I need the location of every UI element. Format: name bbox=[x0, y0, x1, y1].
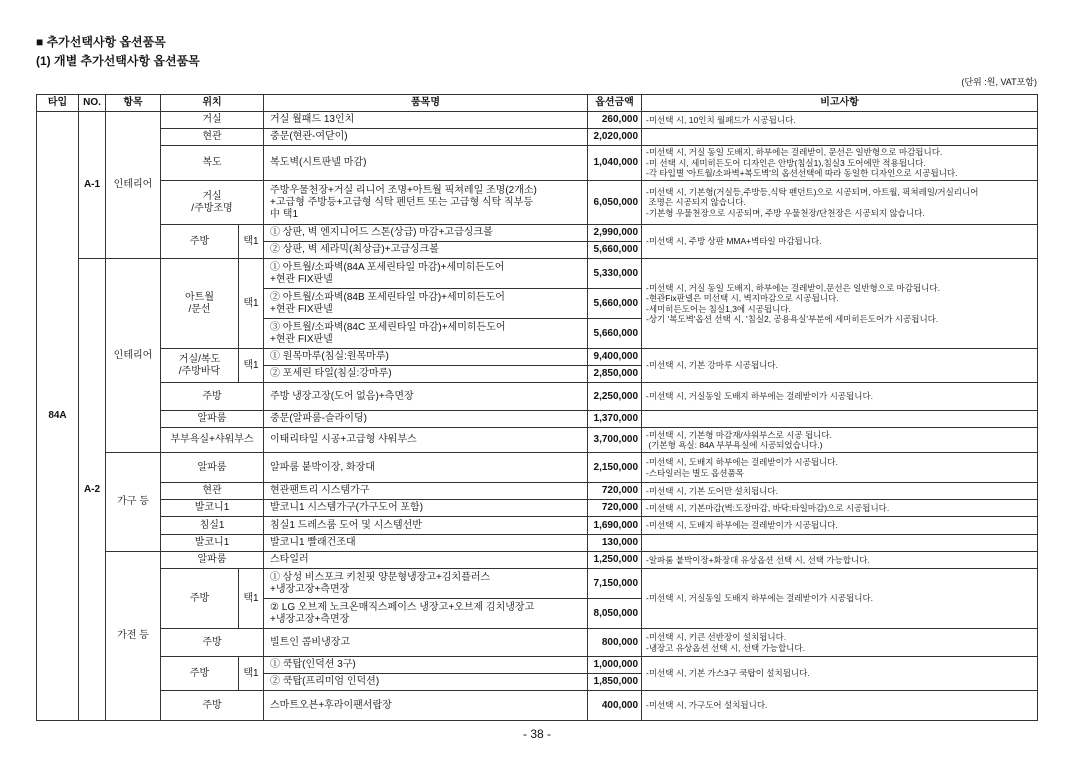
choice-cell: 택1 bbox=[239, 349, 264, 383]
remark-line: -미선택 시, 기본형(거실등,주방등,식탁 펜던트)으로 시공되며, 아트월, 픽쳐레일/거실리니어 조명은 시공되지 않습니다. bbox=[646, 186, 979, 208]
price-cell: 2,990,000 bbox=[588, 225, 642, 242]
price-cell: 400,000 bbox=[588, 691, 642, 721]
header-product: 품목명 bbox=[264, 95, 588, 112]
product-cell: ② LG 오브제 노크온매직스페이스 냉장고+오브제 김치냉장고 +냉장고장+측면장 bbox=[264, 599, 588, 629]
product-cell: ② 포세린 타일(침실:강마루) bbox=[264, 366, 588, 383]
location-cell: 복도 bbox=[161, 146, 264, 181]
item-no-cell: A-2 bbox=[79, 259, 106, 721]
remark-line: -상기 '복도벽'옵션 선택 시, '침실2, 공용욕실'부분에 세미히든도어가 시공됩니다. bbox=[646, 314, 939, 324]
table-row bbox=[37, 629, 1038, 657]
remarks-cell bbox=[642, 349, 1038, 383]
table-row bbox=[37, 225, 1038, 242]
table-row bbox=[37, 428, 1038, 453]
section-title: ■ 추가선택사항 옵션품목 bbox=[36, 35, 166, 49]
table-row bbox=[37, 657, 1038, 674]
unit-note: (단위 :원, VAT포함) bbox=[961, 77, 1037, 87]
price-cell: 3,700,000 bbox=[588, 428, 642, 453]
product-cell: 주방우물천장+거실 리니어 조명+아트월 픽쳐레일 조명(2개소) +고급형 주방등+고급형 식탁 펜던트 또는 고급형 식탁 직부등 中 택1 bbox=[264, 181, 588, 225]
table-row bbox=[37, 552, 1038, 569]
location-cell: 거실/복도 /주방바닥 bbox=[161, 349, 239, 383]
remarks-cell bbox=[642, 691, 1038, 721]
location-cell: 알파룸 bbox=[161, 453, 264, 483]
product-cell: ① 아트월/소파벽(84A 포세린타일 마감)+세미히든도어 +현관 FIX판넬 bbox=[264, 259, 588, 289]
remark-line: -미선택 시, 가구도어 설치됩니다. bbox=[646, 700, 768, 711]
remarks-cell bbox=[642, 483, 1038, 500]
remark-line: -미선택 시, 10인치 월패드가 시공됩니다. bbox=[646, 114, 796, 125]
remark-line: -미선택 시, 기본 가스3구 쿡탑이 설치됩니다. bbox=[646, 668, 810, 679]
location-cell: 거실 /주방조명 bbox=[161, 181, 264, 225]
price-cell: 2,250,000 bbox=[588, 383, 642, 411]
price-cell: 720,000 bbox=[588, 483, 642, 500]
product-cell: 현관팬트리 시스템가구 bbox=[264, 483, 588, 500]
category-cell: 가전 등 bbox=[106, 552, 161, 721]
product-cell: ① 쿡탑(인덕션 3구) bbox=[264, 657, 588, 674]
remarks-cell bbox=[642, 517, 1038, 535]
choice-cell: 택1 bbox=[239, 569, 264, 629]
price-cell: 1,000,000 bbox=[588, 657, 642, 674]
price-cell: 260,000 bbox=[588, 112, 642, 129]
location-cell: 발코니1 bbox=[161, 535, 264, 552]
table-row bbox=[37, 453, 1038, 483]
product-cell: 스마트오븐+후라이팬서랍장 bbox=[264, 691, 588, 721]
price-cell: 2,150,000 bbox=[588, 453, 642, 483]
remark-line: -각 타입별 '아트월/소파벽+복도벽'의 옵션선택에 따라 동일한 디자인으로 시공됩니다. bbox=[646, 168, 958, 179]
product-cell: ② 상판, 벽 세라믹(최상급)+고급싱크볼 bbox=[264, 242, 588, 259]
table-row bbox=[37, 383, 1038, 411]
table-row bbox=[37, 181, 1038, 225]
category-cell: 인테리어 bbox=[106, 259, 161, 453]
product-cell: 알파룸 붙박이장, 화장대 bbox=[264, 453, 588, 483]
remarks-cell bbox=[642, 535, 1038, 552]
location-cell: 주방 bbox=[161, 569, 239, 629]
category-cell: 가구 등 bbox=[106, 453, 161, 552]
product-cell: ① 삼성 비스포크 키친핏 양문형냉장고+김치플러스 +냉장고장+측면장 bbox=[264, 569, 588, 599]
price-cell: 1,850,000 bbox=[588, 674, 642, 691]
table-row bbox=[37, 259, 1038, 289]
product-cell: 스타일러 bbox=[264, 552, 588, 569]
remark-line: -미선택 시, 주방 상판 MMA+벽타일 마감됩니다. bbox=[646, 236, 822, 247]
remarks-cell bbox=[642, 411, 1038, 428]
remark-line: -알파룸 붙박이장+화장대 유상옵션 선택 시, 선택 가능합니다. bbox=[646, 554, 870, 565]
table-row bbox=[37, 569, 1038, 599]
product-cell: 빌트인 콤비냉장고 bbox=[264, 629, 588, 657]
remark-line: -세미히든도어는 침실1,3에 시공됩니다. bbox=[646, 303, 791, 314]
table-row bbox=[37, 535, 1038, 552]
option-items-table bbox=[36, 94, 1038, 721]
header-no: NO. bbox=[79, 95, 106, 112]
remarks-cell bbox=[642, 181, 1038, 225]
product-cell: 주방 냉장고장(도어 없음)+측면장 bbox=[264, 383, 588, 411]
price-cell: 5,330,000 bbox=[588, 259, 642, 289]
product-cell: 중문(알파룸-슬라이딩) bbox=[264, 411, 588, 428]
table-header-row bbox=[37, 95, 1038, 112]
table-row bbox=[37, 349, 1038, 366]
price-cell: 1,370,000 bbox=[588, 411, 642, 428]
location-cell: 알파룸 bbox=[161, 552, 264, 569]
remarks-cell bbox=[642, 428, 1038, 453]
product-cell: ② 아트월/소파벽(84B 포세린타일 마감)+세미히든도어 +현관 FIX판넬 bbox=[264, 289, 588, 319]
remark-line: -미선택 시, 거실동일 도배지 하부에는 걸레받이가 시공됩니다. bbox=[646, 391, 874, 402]
location-cell: 주방 bbox=[161, 629, 264, 657]
product-cell: 복도벽(시트판넬 마감) bbox=[264, 146, 588, 181]
price-cell: 5,660,000 bbox=[588, 242, 642, 259]
table-row bbox=[37, 129, 1038, 146]
remark-line: -미선택 시, 키큰 선반장이 설치됩니다. bbox=[646, 632, 787, 642]
item-no-cell: A-1 bbox=[79, 112, 106, 259]
product-cell: ② 쿡탑(프리미엄 인덕션) bbox=[264, 674, 588, 691]
product-cell: ③ 아트월/소파벽(84C 포세린타일 마감)+세미히든도어 +현관 FIX판넬 bbox=[264, 319, 588, 349]
price-cell: 5,660,000 bbox=[588, 289, 642, 319]
choice-cell: 택1 bbox=[239, 657, 264, 691]
header-category: 항목 bbox=[106, 95, 161, 112]
remarks-cell bbox=[642, 225, 1038, 259]
remark-line: -미선택 시, 거실 동일 도배지, 하부에는 걸레받이, 문선은 일반형으로 마감됩니다. bbox=[646, 147, 943, 158]
table-row bbox=[37, 146, 1038, 181]
remark-line: -스타일러는 별도 옵션품목 bbox=[646, 467, 744, 478]
location-cell: 알파룸 bbox=[161, 411, 264, 428]
remark-line: -미선택 시, 기본 도어만 설치됩니다. bbox=[646, 485, 778, 496]
location-cell: 주방 bbox=[161, 657, 239, 691]
location-cell: 주방 bbox=[161, 225, 239, 259]
table-row bbox=[37, 500, 1038, 517]
location-cell: 주방 bbox=[161, 383, 264, 411]
page-number: - 38 - bbox=[522, 727, 551, 741]
product-cell: ① 원목마루(침실:원목마루) bbox=[264, 349, 588, 366]
header-remarks: 비고사항 bbox=[642, 95, 1038, 112]
remark-line: -미선택 시, 도배지 하부에는 걸레받이가 시공됩니다. bbox=[646, 520, 838, 531]
remark-line: (기본형 욕실: 84A 부부욕실에 시공되었습니다.) bbox=[646, 440, 823, 450]
remarks-cell bbox=[642, 552, 1038, 569]
price-cell: 1,250,000 bbox=[588, 552, 642, 569]
remark-line: -미 선택 시, 세미히든도어 디자인은 안방(침실1),침실3 도어에만 적용됩니다. bbox=[646, 157, 926, 168]
remarks-cell bbox=[642, 259, 1038, 349]
header-price: 옵션금액 bbox=[588, 95, 642, 112]
remarks-cell bbox=[642, 629, 1038, 657]
location-cell: 현관 bbox=[161, 129, 264, 146]
product-cell: 침실1 드레스룸 도어 및 시스템선반 bbox=[264, 517, 588, 535]
price-cell: 1,690,000 bbox=[588, 517, 642, 535]
price-cell: 2,020,000 bbox=[588, 129, 642, 146]
remark-line: -미선택 시, 거실 동일 도배지, 하부에는 걸레받이,문선은 일반형으로 마감됩니다. bbox=[646, 282, 940, 293]
product-cell: 이태리타일 시공+고급형 샤워부스 bbox=[264, 428, 588, 453]
unit-type-cell: 84A bbox=[37, 112, 79, 721]
remarks-cell bbox=[642, 453, 1038, 483]
table-row bbox=[37, 112, 1038, 129]
subsection-title: (1) 개별 추가선택사항 옵션품목 bbox=[36, 54, 200, 68]
table-row bbox=[37, 483, 1038, 500]
remark-line: -미선택 시, 기본마감(벽:도장마감, 바닥:타일마감)으로 시공됩니다. bbox=[646, 502, 890, 513]
choice-cell: 택1 bbox=[239, 225, 264, 259]
price-cell: 9,400,000 bbox=[588, 349, 642, 366]
remark-line: -냉장고 유상옵션 선택 시, 선택 가능합니다. bbox=[646, 642, 805, 653]
table-row bbox=[37, 517, 1038, 535]
header-location: 위치 bbox=[161, 95, 264, 112]
product-cell: 발코니1 시스템가구(가구도어 포함) bbox=[264, 500, 588, 517]
remarks-cell bbox=[642, 129, 1038, 146]
remarks-cell bbox=[642, 569, 1038, 629]
price-cell: 8,050,000 bbox=[588, 599, 642, 629]
remarks-cell bbox=[642, 112, 1038, 129]
remarks-cell bbox=[642, 657, 1038, 691]
price-cell: 5,660,000 bbox=[588, 319, 642, 349]
location-cell: 아트월 /문선 bbox=[161, 259, 239, 349]
price-cell: 6,050,000 bbox=[588, 181, 642, 225]
location-cell: 거실 bbox=[161, 112, 264, 129]
table-row bbox=[37, 691, 1038, 721]
choice-cell: 택1 bbox=[239, 259, 264, 349]
table-row bbox=[37, 411, 1038, 428]
product-cell: 거실 월패드 13인치 bbox=[264, 112, 588, 129]
product-cell: ① 상판, 벽 엔지니어드 스톤(상급) 마감+고급싱크볼 bbox=[264, 225, 588, 242]
remark-line: -현관Fix판넬은 미선택 시, 벽지마감으로 시공됩니다. bbox=[646, 293, 839, 303]
location-cell: 부부욕실+샤워부스 bbox=[161, 428, 264, 453]
price-cell: 7,150,000 bbox=[588, 569, 642, 599]
header-type: 타입 bbox=[37, 95, 79, 112]
price-cell: 130,000 bbox=[588, 535, 642, 552]
product-cell: 발코니1 빨래건조대 bbox=[264, 535, 588, 552]
location-cell: 발코니1 bbox=[161, 500, 264, 517]
price-cell: 720,000 bbox=[588, 500, 642, 517]
price-cell: 800,000 bbox=[588, 629, 642, 657]
location-cell: 현관 bbox=[161, 483, 264, 500]
remarks-cell bbox=[642, 146, 1038, 181]
remarks-cell bbox=[642, 383, 1038, 411]
remark-line: -미선택 시, 도배지 하부에는 걸레받이가 시공됩니다. bbox=[646, 457, 838, 467]
remark-line: -미선택 시, 기본 강마루 시공됩니다. bbox=[646, 360, 778, 371]
remark-line: -미선택 시, 기본형 마감재/샤워부스로 시공 됩니다. bbox=[646, 429, 832, 440]
remark-line: -기본형 우물천장으로 시공되며, 주방 우물천장/단천장은 시공되지 않습니다. bbox=[646, 207, 925, 218]
remarks-cell bbox=[642, 500, 1038, 517]
product-cell: 중문(현관-여닫이) bbox=[264, 129, 588, 146]
remark-line: -미선택 시, 거실동일 도배지 하부에는 걸레받이가 시공됩니다. bbox=[646, 593, 874, 604]
location-cell: 침실1 bbox=[161, 517, 264, 535]
price-cell: 2,850,000 bbox=[588, 366, 642, 383]
category-cell: 인테리어 bbox=[106, 112, 161, 259]
price-cell: 1,040,000 bbox=[588, 146, 642, 181]
location-cell: 주방 bbox=[161, 691, 264, 721]
